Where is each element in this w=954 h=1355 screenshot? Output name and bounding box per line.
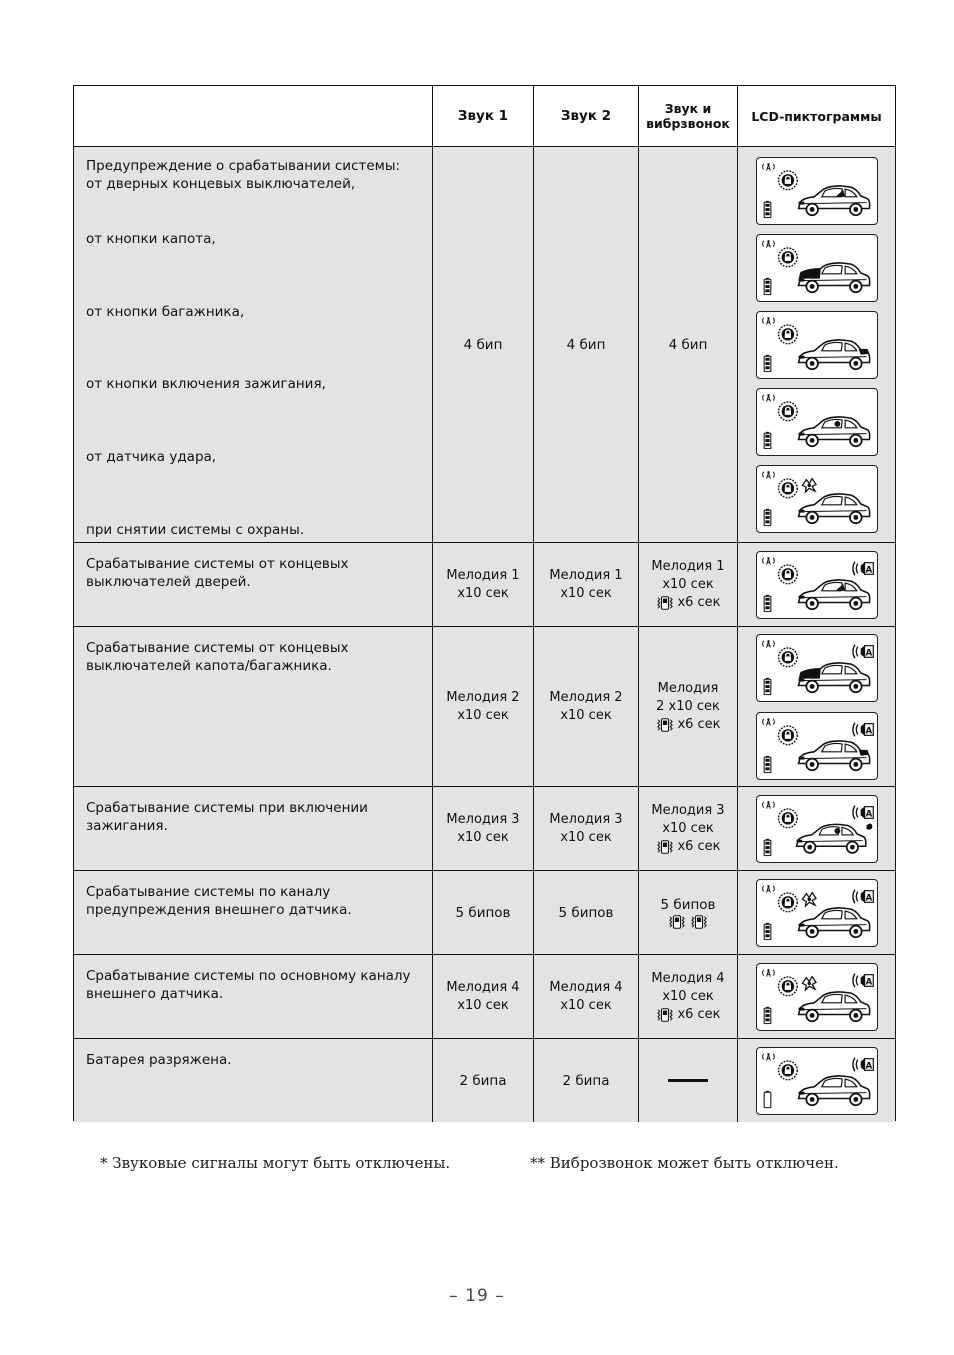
- header-description-cell: [74, 86, 432, 146]
- table-row: [74, 954, 895, 1038]
- lcd-pictograms: [737, 627, 895, 786]
- warning-disarm: при снятии системы с охраны.: [86, 522, 305, 538]
- header-sound2: Звук 2: [533, 86, 638, 146]
- row-description: Срабатывание системы по каналу предупреждения внешнего датчика.: [86, 884, 352, 918]
- sound1-value: 4 бип: [432, 147, 533, 542]
- table-row: [74, 146, 895, 542]
- lcd-pictogram-alarm-trunk-icon: [756, 712, 878, 780]
- lcd-pictogram-trunk-icon: [756, 311, 878, 379]
- table-header-row: [74, 86, 895, 146]
- lcd-pictograms: [737, 1039, 895, 1122]
- sound1-value: Мелодия 4 x10 сек: [432, 955, 533, 1038]
- lcd-pictogram-alarm-hood-icon: [756, 634, 878, 702]
- sound1-value: Мелодия 2 x10 сек: [432, 627, 533, 786]
- table-row: [74, 542, 895, 626]
- vibration-icon: [655, 717, 675, 733]
- lcd-pictogram-alarm-ignition-icon: [756, 795, 878, 863]
- lcd-pictogram-doors-icon: [756, 157, 878, 225]
- sound1-value: Мелодия 3 x10 сек: [432, 787, 533, 870]
- lcd-pictograms: [737, 955, 895, 1038]
- vibration-icon: [655, 839, 675, 855]
- lcd-pictogram-shock-sensor-icon: [756, 465, 878, 533]
- table-row: [74, 870, 895, 954]
- footnote-vibro: ** Виброзвонок может быть отключен.: [530, 1154, 839, 1172]
- warning-shock-sensor: от датчика удара,: [86, 449, 217, 465]
- no-signal-dash: [668, 1079, 708, 1082]
- header-sound1: Звук 1: [432, 86, 533, 146]
- table-row: [74, 786, 895, 870]
- sound2-value: Мелодия 2 x10 сек: [533, 627, 638, 786]
- vibration-icon: [655, 595, 675, 611]
- vibration-icon: [667, 914, 687, 930]
- lcd-pictogram-alarm-sensor-warning-icon: [756, 879, 878, 947]
- sound1-value: Мелодия 1 x10 сек: [432, 543, 533, 626]
- sound1-value: 5 бипов: [432, 871, 533, 954]
- sound2-value: 5 бипов: [533, 871, 638, 954]
- page-number: – 19 –: [449, 1286, 505, 1306]
- vibro-value: 5 бипов: [638, 871, 737, 954]
- sound2-value: Мелодия 3 x10 сек: [533, 787, 638, 870]
- sound1-value: 2 бипа: [432, 1039, 533, 1122]
- table-row: [74, 626, 895, 786]
- lcd-pictograms: [737, 871, 895, 954]
- lcd-pictograms: [737, 543, 895, 626]
- vibro-value: Мелодия 2 x10 сек x6 сек: [638, 627, 737, 786]
- sound2-value: Мелодия 1 x10 сек: [533, 543, 638, 626]
- warning-ignition: от кнопки включения зажигания,: [86, 376, 326, 392]
- lcd-pictograms: [737, 147, 895, 542]
- sound2-value: 4 бип: [533, 147, 638, 542]
- row-description: Батарея разряжена.: [86, 1052, 232, 1068]
- vibro-value: [638, 1039, 737, 1122]
- row-description: Срабатывание системы от концевых выключателей дверей.: [86, 556, 349, 590]
- vibration-icon: [655, 1007, 675, 1023]
- row-description: Срабатывание системы от концевых выключателей капота/багажника.: [86, 640, 349, 674]
- sound2-value: 2 бипа: [533, 1039, 638, 1122]
- footnote-sound: * Звуковые сигналы могут быть отключены.: [100, 1154, 451, 1172]
- lcd-pictograms: [737, 787, 895, 870]
- vibro-value: Мелодия 4 x10 сек x6 сек: [638, 955, 737, 1038]
- alarm-signals-table: [73, 85, 896, 1121]
- warning-hood: от кнопки капота,: [86, 231, 216, 247]
- vibro-value: 4 бип: [638, 147, 737, 542]
- vibro-value: Мелодия 3 x10 сек x6 сек: [638, 787, 737, 870]
- lcd-pictogram-low-battery-icon: [756, 1047, 878, 1115]
- vibro-value: Мелодия 1 x10 сек x6 сек: [638, 543, 737, 626]
- warning-doors: от дверных концевых выключателей,: [86, 176, 356, 192]
- lcd-pictogram-hood-icon: [756, 234, 878, 302]
- sound2-value: Мелодия 4 x10 сек: [533, 955, 638, 1038]
- lcd-pictogram-alarm-doors-icon: [756, 551, 878, 619]
- warning-title: Предупреждение о срабатывании системы:: [86, 158, 401, 174]
- header-lcd: LCD-пиктограммы: [737, 86, 895, 146]
- row-description: Срабатывание системы при включении зажигания.: [86, 800, 368, 834]
- lcd-pictogram-alarm-sensor-main-icon: [756, 963, 878, 1031]
- table-row: [74, 1038, 895, 1122]
- row-description: [74, 147, 432, 542]
- vibration-icon: [689, 914, 709, 930]
- header-vibro: Звук и вибрзвонок: [638, 86, 737, 146]
- row-description: Срабатывание системы по основному каналу внешнего датчика.: [86, 968, 411, 1002]
- warning-trunk: от кнопки багажника,: [86, 304, 245, 320]
- lcd-pictogram-ignition-icon: [756, 388, 878, 456]
